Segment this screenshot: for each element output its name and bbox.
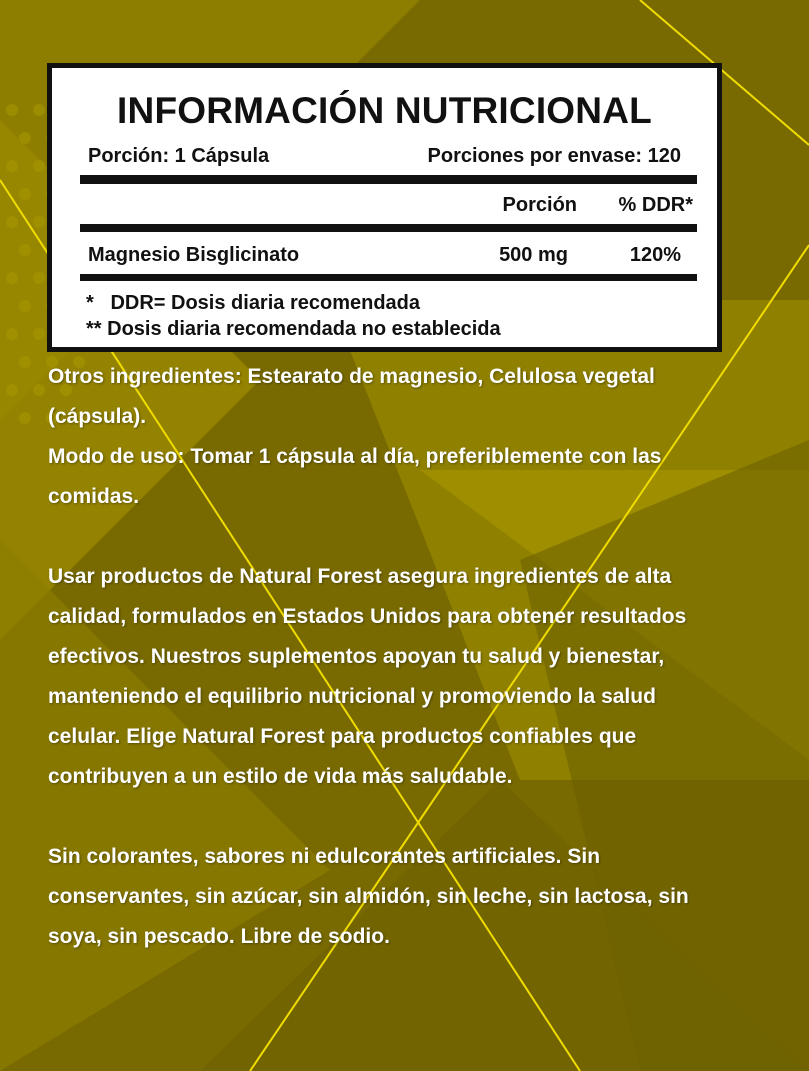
description-line: celular. Elige Natural Forest para productos confiables que	[48, 725, 637, 748]
decorative-dot	[6, 328, 18, 340]
free-from-section	[48, 837, 788, 957]
decorative-dot	[19, 132, 31, 144]
decorative-dot	[33, 104, 45, 116]
serving-size: Porción: 1 Cápsula	[88, 145, 270, 167]
servings-per-container: Porciones por envase: 120	[427, 145, 681, 167]
ingredients-section	[48, 357, 788, 517]
decorative-dot	[6, 104, 18, 116]
footnote-not-established: ** Dosis diaria recomendada no establecida	[86, 318, 501, 340]
decorative-dot	[6, 272, 18, 284]
description-line: Usar productos de Natural Forest asegura ingredientes de alta	[48, 565, 672, 588]
decorative-dot	[33, 160, 45, 172]
decorative-dot	[6, 160, 18, 172]
decorative-dot	[19, 412, 31, 424]
decorative-dot	[19, 244, 31, 256]
free-from-line: conservantes, sin azúcar, sin almidón, sin leche, sin lactosa, sin	[48, 885, 689, 908]
footnote-ddr: * DDR= Dosis diaria recomendada	[86, 292, 421, 314]
nutrition-label	[47, 63, 722, 352]
nutrient-name: Magnesio Bisglicinato	[88, 244, 300, 266]
description-line: calidad, formulados en Estados Unidos para obtener resultados	[48, 605, 687, 628]
decorative-dot	[6, 384, 18, 396]
column-header-ddr: % DDR*	[618, 194, 693, 216]
decorative-dot	[33, 384, 45, 396]
brand-description	[48, 557, 788, 797]
thick-divider	[80, 224, 697, 232]
thick-divider	[80, 175, 697, 184]
decorative-dot	[33, 272, 45, 284]
decorative-dot	[6, 216, 18, 228]
decorative-dot	[19, 356, 31, 368]
decorative-dot	[19, 300, 31, 312]
nutrition-title: INFORMACIÓN NUTRICIONAL	[117, 90, 652, 131]
free-from-line: soya, sin pescado. Libre de sodio.	[48, 925, 390, 948]
usage-line: comidas.	[48, 485, 140, 508]
ingredients-line: (cápsula).	[48, 405, 147, 428]
decorative-dot	[33, 216, 45, 228]
decorative-dot	[19, 188, 31, 200]
decorative-dot	[33, 328, 45, 340]
free-from-line: Sin colorantes, sabores ni edulcorantes artificiales. Sin	[48, 845, 601, 868]
column-header-portion: Porción	[502, 194, 577, 216]
thick-divider	[80, 274, 697, 281]
usage-line: Modo de uso: Tomar 1 cápsula al día, preferiblemente con las	[48, 445, 662, 468]
description-line: contribuyen a un estilo de vida más saludable.	[48, 765, 513, 788]
description-line: efectivos. Nuestros suplementos apoyan tu salud y bienestar,	[48, 645, 665, 668]
description-line: manteniendo el equilibrio nutricional y promoviendo la salud	[48, 685, 656, 708]
nutrient-ddr: 120%	[629, 244, 681, 266]
ingredients-line: Otros ingredientes: Estearato de magnesio, Celulosa vegetal	[48, 365, 655, 388]
nutrient-amount: 500 mg	[499, 244, 568, 266]
